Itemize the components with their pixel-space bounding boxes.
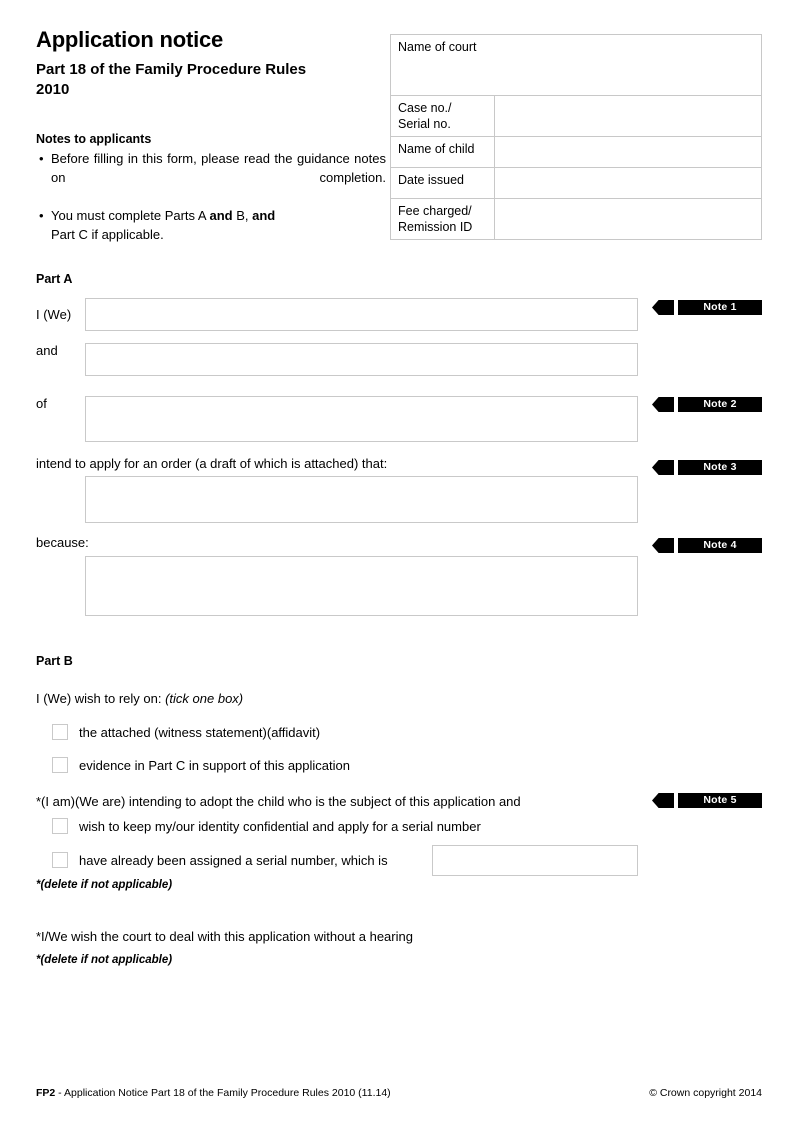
list-item xyxy=(36,207,386,244)
page-title: Application notice xyxy=(36,27,224,52)
note-item-text: You must complete Parts A and B, and Part C if applicable. xyxy=(51,208,276,242)
arrow-left-icon xyxy=(652,460,674,475)
intend-to-apply-line: intend to apply for an order (a draft of which is attached) that: xyxy=(36,456,388,471)
date-issued-field[interactable] xyxy=(495,168,762,199)
date-issued-label: Date issued xyxy=(391,168,495,199)
rely-on-text: I (We) wish to rely on: xyxy=(36,691,162,706)
checkbox-label: evidence in Part C in support of this application xyxy=(79,757,350,773)
table-row xyxy=(391,137,762,168)
arrow-left-icon xyxy=(652,538,674,553)
checkbox-row-assigned-serial[interactable] xyxy=(52,852,388,868)
bullet-icon: • xyxy=(39,151,44,167)
label-i-we: I (We) xyxy=(36,307,72,322)
note-item-text: Before filling in this form, please read the guidance notes on completion. xyxy=(51,151,386,185)
input-and[interactable] xyxy=(85,343,638,376)
header-block xyxy=(36,28,386,246)
footer-form-code: FP2 xyxy=(36,1087,56,1099)
input-of[interactable] xyxy=(85,396,638,442)
footer-copyright: © Crown copyright 2014 xyxy=(649,1087,762,1099)
case-no-label: Case no./ Serial no. xyxy=(391,96,495,137)
label-of: of xyxy=(36,396,47,411)
footer-left xyxy=(36,1087,391,1099)
note-marker-1[interactable] xyxy=(652,300,762,315)
note-marker-label: Note 1 xyxy=(678,300,762,315)
checkbox-row-attached-statement[interactable] xyxy=(52,724,320,740)
name-of-court-cell[interactable]: Name of court xyxy=(391,35,762,96)
input-order-sought[interactable] xyxy=(85,476,638,523)
label-and: and xyxy=(36,343,58,358)
part-a-heading: Part A xyxy=(36,272,73,286)
footer-description: - Application Notice Part 18 of the Family Procedure Rules 2010 (11.14) xyxy=(55,1087,391,1099)
arrow-left-icon xyxy=(652,397,674,412)
checkbox-label: wish to keep my/our identity confidential and apply for a serial number xyxy=(79,818,481,834)
checkbox-label: the attached (witness statement)(affidavit) xyxy=(79,724,321,740)
note-marker-2[interactable] xyxy=(652,397,762,412)
notes-to-applicants-heading: Notes to applicants xyxy=(36,132,152,147)
table-row xyxy=(391,199,762,240)
checkbox-identity-confidential[interactable] xyxy=(52,818,68,834)
input-i-we[interactable] xyxy=(85,298,638,331)
because-line: because: xyxy=(36,535,89,550)
arrow-left-icon xyxy=(652,793,674,808)
table-row xyxy=(391,168,762,199)
note-marker-label: Note 5 xyxy=(678,793,762,808)
list-item xyxy=(36,150,386,205)
delete-if-not-applicable-note-2: *(delete if not applicable) xyxy=(36,954,173,966)
note-marker-label: Note 3 xyxy=(678,460,762,475)
no-hearing-line: *I/We wish the court to deal with this application without a hearing xyxy=(36,929,413,944)
notes-to-applicants-list xyxy=(36,150,386,244)
checkbox-row-evidence-part-c[interactable] xyxy=(52,757,350,773)
note-marker-label: Note 2 xyxy=(678,397,762,412)
input-serial-number[interactable] xyxy=(432,845,638,876)
case-no-field[interactable] xyxy=(495,96,762,137)
page-subtitle: Part 18 of the Family Procedure Rules 2010 xyxy=(36,61,307,99)
part-b-heading: Part B xyxy=(36,654,73,668)
court-details-table xyxy=(390,34,762,240)
table-row xyxy=(391,35,762,96)
table-row xyxy=(391,96,762,137)
checkbox-assigned-serial[interactable] xyxy=(52,852,68,868)
checkbox-attached-statement[interactable] xyxy=(52,724,68,740)
note-marker-5[interactable] xyxy=(652,793,762,808)
bullet-icon: • xyxy=(39,208,44,224)
adopt-intent-line: *(I am)(We are) intending to adopt the child who is the subject of this application and xyxy=(36,794,521,809)
checkbox-label: have already been assigned a serial number, which is xyxy=(79,852,388,868)
delete-if-not-applicable-note-1: *(delete if not applicable) xyxy=(36,879,173,891)
checkbox-evidence-part-c[interactable] xyxy=(52,757,68,773)
arrow-left-icon xyxy=(652,300,674,315)
rely-on-line xyxy=(36,691,243,706)
note-marker-3[interactable] xyxy=(652,460,762,475)
fee-charged-label: Fee charged/ Remission ID xyxy=(391,199,495,240)
note-marker-4[interactable] xyxy=(652,538,762,553)
input-because[interactable] xyxy=(85,556,638,616)
fee-charged-field[interactable] xyxy=(495,199,762,240)
name-of-child-field[interactable] xyxy=(495,137,762,168)
name-of-child-label: Name of child xyxy=(391,137,495,168)
rely-on-hint: (tick one box) xyxy=(165,691,244,706)
checkbox-row-identity-confidential[interactable] xyxy=(52,818,481,834)
note-marker-label: Note 4 xyxy=(678,538,762,553)
